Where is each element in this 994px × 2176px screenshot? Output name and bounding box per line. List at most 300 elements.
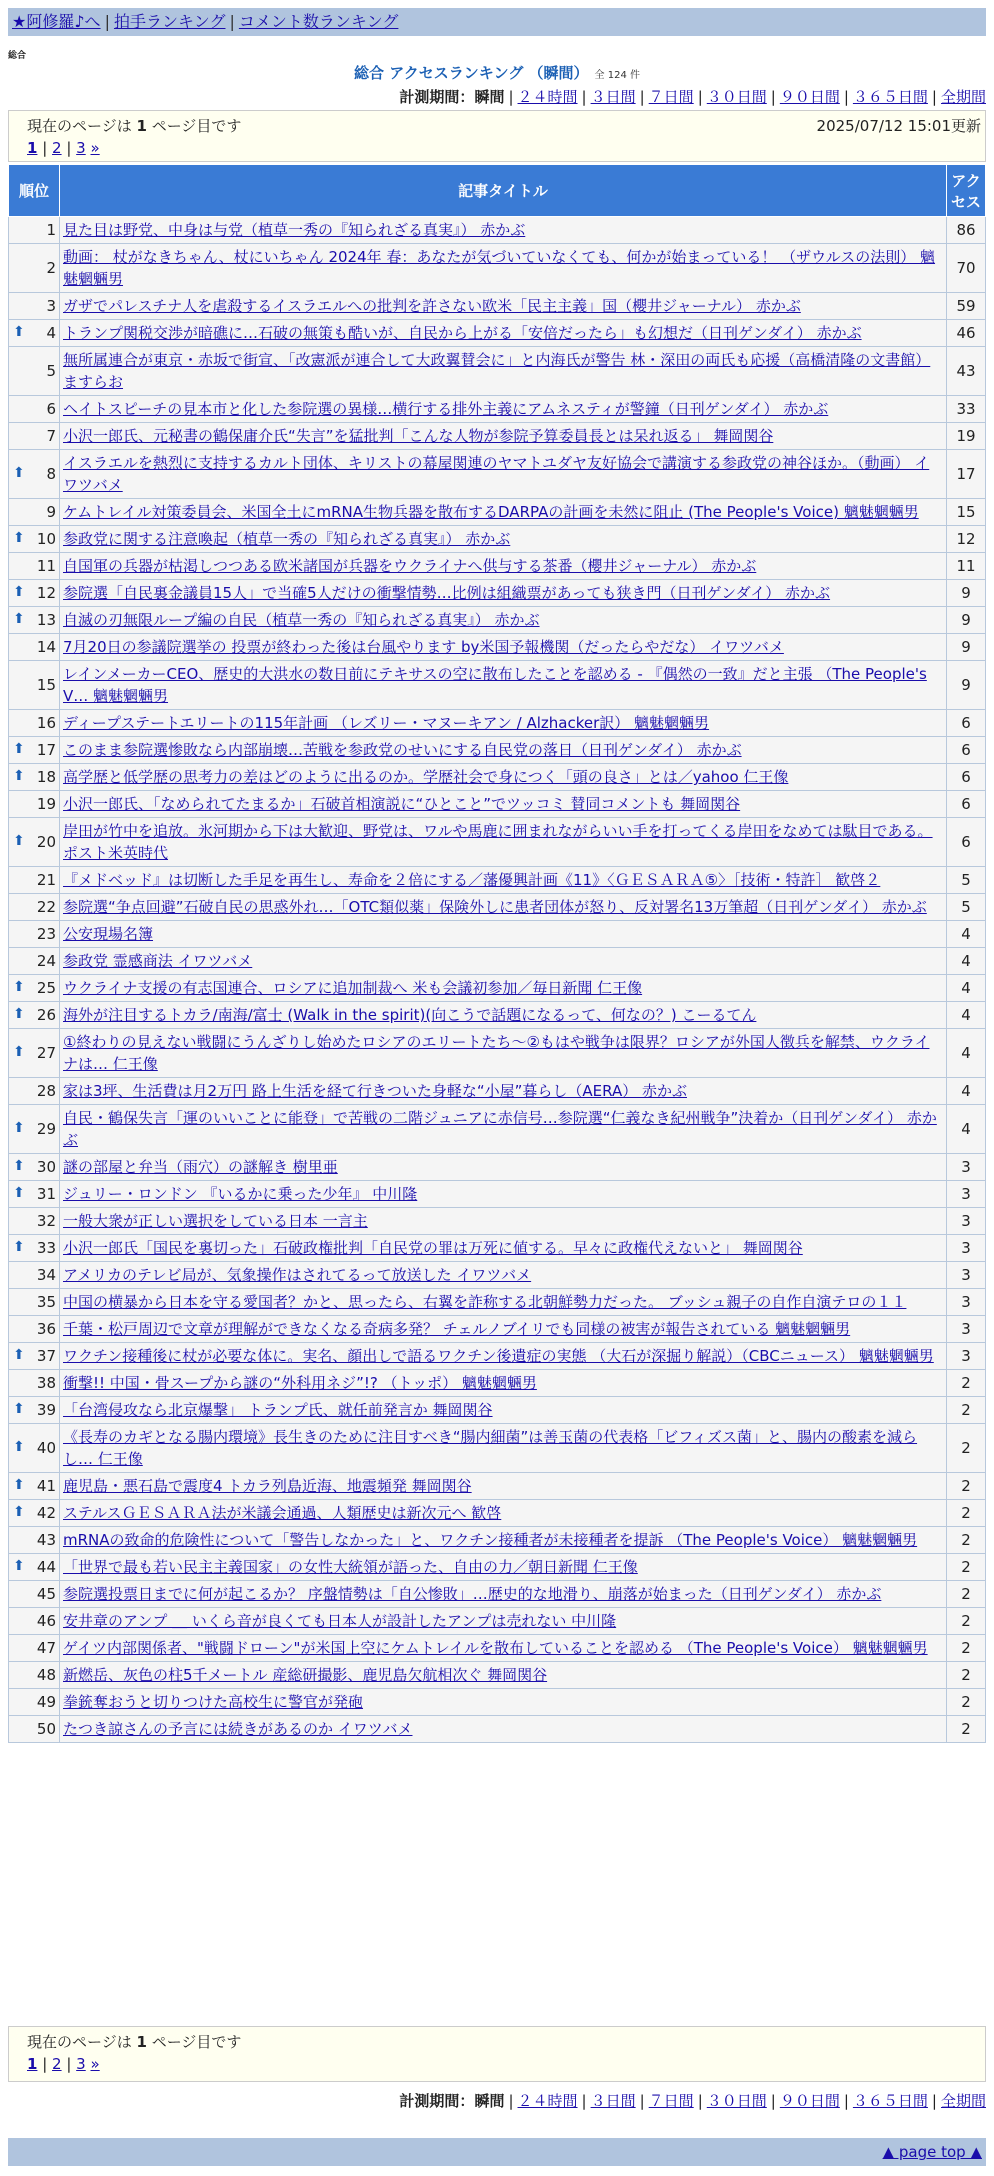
title-cell xyxy=(60,1716,947,1743)
period-current: 瞬間 xyxy=(474,88,505,106)
article-link[interactable]: 家は3坪、生活費は月2万円 路上生活を経て行きついた身軽な“小屋”暮らし（AERA） 赤かぶ xyxy=(63,1082,687,1100)
table-row xyxy=(9,948,986,975)
table-row xyxy=(9,1608,986,1635)
period-link[interactable]: ７日間 xyxy=(648,2092,694,2110)
period-link[interactable]: ３０日間 xyxy=(706,88,767,106)
rank-cell xyxy=(9,1078,60,1105)
page-link-current[interactable]: 1 xyxy=(27,139,38,157)
article-link[interactable]: 「台湾侵攻なら北京爆撃」 トランプ氏、就任前発言か 舞岡関谷 xyxy=(63,1401,493,1419)
table-row xyxy=(9,423,986,450)
title-cell xyxy=(60,1078,947,1105)
rank-cell xyxy=(9,244,60,293)
rank-number: 17 xyxy=(36,741,56,759)
access-count: 9 xyxy=(947,661,986,710)
page-link[interactable]: 3 xyxy=(76,139,86,157)
period-link[interactable]: ２４時間 xyxy=(517,88,578,106)
table-row xyxy=(9,1235,986,1262)
rank-cell xyxy=(9,867,60,894)
period-link[interactable]: ３６５日間 xyxy=(852,88,928,106)
period-separator: | xyxy=(508,2092,514,2110)
title-cell xyxy=(60,710,947,737)
rank-cell xyxy=(9,1208,60,1235)
rank-cell xyxy=(9,396,60,423)
period-separator: | xyxy=(508,88,514,106)
rank-cell xyxy=(9,1397,60,1424)
table-row xyxy=(9,634,986,661)
article-link[interactable]: 参院選「自民裏金議員15人」で当確5人だけの衝撃情勢…比例は組織票があっても狭き門（日刊ゲンダイ） 赤かぶ xyxy=(63,584,831,602)
table-row xyxy=(9,244,986,293)
article-link[interactable]: ディープステートエリートの115年計画 （レズリー・マヌーキアン / Alzhacker訳） 魑魅魍魎男 xyxy=(63,714,710,732)
rank-number: 21 xyxy=(36,871,56,889)
access-count: 6 xyxy=(947,764,986,791)
title-cell xyxy=(60,1002,947,1029)
rank-number: 35 xyxy=(36,1293,56,1311)
period-separator: | xyxy=(770,2092,776,2110)
table-row xyxy=(9,1424,986,1473)
rank-number: 14 xyxy=(36,638,56,656)
table-row xyxy=(9,320,986,347)
access-count: 2 xyxy=(947,1397,986,1424)
page-status-suffix: ページ目です xyxy=(146,117,242,135)
page-link[interactable]: » xyxy=(90,139,100,157)
title-cell xyxy=(60,1527,947,1554)
rank-up-arrow-icon: ⬆ xyxy=(13,1185,25,1201)
access-count: 2 xyxy=(947,1424,986,1473)
rank-cell xyxy=(9,1370,60,1397)
access-count: 15 xyxy=(947,499,986,526)
rank-up-arrow-icon: ⬆ xyxy=(13,324,25,340)
rank-cell xyxy=(9,1154,60,1181)
article-link[interactable]: 謎の部屋と弁当（雨穴）の謎解き 樹里亜 xyxy=(63,1158,338,1176)
access-count: 6 xyxy=(947,737,986,764)
table-row xyxy=(9,1154,986,1181)
rank-up-arrow-icon: ⬆ xyxy=(13,768,25,784)
access-count: 12 xyxy=(947,526,986,553)
access-count: 5 xyxy=(947,867,986,894)
title-cell xyxy=(60,921,947,948)
rank-number: 29 xyxy=(36,1120,56,1138)
table-row xyxy=(9,894,986,921)
access-count: 9 xyxy=(947,580,986,607)
period-label: 計測期間： xyxy=(399,88,475,106)
title-cell xyxy=(60,948,947,975)
article-link[interactable]: 安井章のアンプ ＿ いくら音が良くても日本人が設計したアンプは売れない 中川隆 xyxy=(63,1612,617,1630)
rank-up-arrow-icon: ⬆ xyxy=(13,611,25,627)
article-link[interactable]: 「世界で最も若い民主主義国家」の女性大統領が語った、自由の力／朝日新聞 仁王像 xyxy=(63,1558,638,1576)
article-link[interactable]: イスラエルを熱烈に支持するカルト団体、キリストの幕屋関連のヤマトユダヤ友好協会で講演する参政党の神谷ほか。（動画） イワツバメ xyxy=(63,454,930,494)
rank-number: 2 xyxy=(46,259,56,277)
article-link[interactable]: 自民・鶴保失言「運のいいことに能登」で苦戦の二階ジュニアに赤信号…参院選“仁義なき紀州戦争”決着か（日刊ゲンダイ） 赤かぶ xyxy=(63,1109,937,1149)
rank-number: 36 xyxy=(36,1320,56,1338)
period-link[interactable]: ３６５日間 xyxy=(852,2092,928,2110)
article-link[interactable]: ガザでパレスチナ人を虐殺するイスラエルへの批判を許さない欧米「民主主義」国（櫻井ジャーナル） 赤かぶ xyxy=(63,297,801,315)
access-count: 59 xyxy=(947,293,986,320)
table-row xyxy=(9,1370,986,1397)
page-link[interactable]: 2 xyxy=(52,139,62,157)
access-count: 11 xyxy=(947,553,986,580)
table-row xyxy=(9,1078,986,1105)
rank-cell xyxy=(9,1635,60,1662)
title-cell xyxy=(60,423,947,450)
title-cell xyxy=(60,1262,947,1289)
title-cell xyxy=(60,580,947,607)
title-cell xyxy=(60,737,947,764)
rank-cell xyxy=(9,975,60,1002)
period-separator: | xyxy=(931,2092,937,2110)
period-link[interactable]: ２４時間 xyxy=(517,2092,578,2110)
rank-number: 13 xyxy=(36,611,56,629)
title-cell xyxy=(60,1473,947,1500)
rank-up-arrow-icon: ⬆ xyxy=(13,979,25,995)
table-row xyxy=(9,661,986,710)
title-cell xyxy=(60,1581,947,1608)
title-cell xyxy=(60,818,947,867)
article-link[interactable]: 鹿児島・悪石島で震度4 トカラ列島近海、地震頻発 舞岡関谷 xyxy=(63,1477,472,1495)
title-cell xyxy=(60,1370,947,1397)
article-link[interactable]: ステルスＧＥＳＡＲＡ法が米議会通過、人類歴史は新次元へ 歓啓 xyxy=(63,1504,502,1522)
table-row xyxy=(9,450,986,499)
article-link[interactable]: たつき諒さんの予言には続きがあるのか イワツバメ xyxy=(63,1720,413,1738)
title-header: 記事タイトル xyxy=(60,165,947,217)
applause-ranking-link[interactable]: 拍手ランキング xyxy=(113,12,226,31)
article-link[interactable]: アメリカのテレビ局が、気象操作はされてるって放送した イワツバメ xyxy=(63,1266,532,1284)
title-cell xyxy=(60,499,947,526)
article-link[interactable]: トランプ関税交渉が暗礁に…石破の無策も酷いが、自民から上がる「安倍だったら」も幻想だ（日刊ゲンダイ） 赤かぶ xyxy=(63,324,862,342)
article-link[interactable]: 参政党に関する注意喚起（植草一秀の『知られざる真実』） 赤かぶ xyxy=(63,530,511,548)
table-row xyxy=(9,1581,986,1608)
table-row xyxy=(9,737,986,764)
access-count: 2 xyxy=(947,1635,986,1662)
rank-cell xyxy=(9,607,60,634)
rank-number: 38 xyxy=(36,1374,56,1392)
article-link[interactable]: ウクライナ支援の有志国連合、ロシアに追加制裁へ 米も会議初参加／毎日新聞 仁王像 xyxy=(63,979,643,997)
article-link[interactable]: ジュリー・ロンドン 『いるかに乗った少年』 中川隆 xyxy=(63,1185,418,1203)
access-count: 43 xyxy=(947,347,986,396)
article-link[interactable]: 無所属連合が東京・赤坂で街宣、「改憲派が連合して大政翼賛会に」と内海氏が警告 林・深田の両氏も応援（高橋清隆の文書館） ますらお xyxy=(63,351,931,391)
rank-cell xyxy=(9,499,60,526)
rank-cell xyxy=(9,553,60,580)
title-cell xyxy=(60,975,947,1002)
table-row xyxy=(9,818,986,867)
rank-number: 24 xyxy=(36,952,56,970)
rank-up-arrow-icon: ⬆ xyxy=(13,465,25,481)
period-separator: | xyxy=(931,88,937,106)
access-count: 2 xyxy=(947,1662,986,1689)
period-separator: | xyxy=(581,88,587,106)
rank-cell xyxy=(9,1473,60,1500)
access-count: 4 xyxy=(947,948,986,975)
access-count: 5 xyxy=(947,894,986,921)
period-separator: | xyxy=(639,2092,645,2110)
rank-number: 49 xyxy=(36,1693,56,1711)
rank-number: 18 xyxy=(36,768,56,786)
article-link[interactable]: 小沢一郎氏、「なめられてたまるか」石破首相演説に“ひとこと”でツッコミ 賛同コメントも 舞岡関谷 xyxy=(63,795,741,813)
rank-cell xyxy=(9,347,60,396)
rank-cell xyxy=(9,526,60,553)
period-separator: | xyxy=(843,88,849,106)
title-cell xyxy=(60,894,947,921)
period-separator: | xyxy=(843,2092,849,2110)
rank-number: 32 xyxy=(36,1212,56,1230)
table-row xyxy=(9,580,986,607)
article-link[interactable]: ヘイトスピーチの見本市と化した参院選の異様…横行する排外主義にアムネスティが警鐘（日刊ゲンダイ） 赤かぶ xyxy=(63,400,829,418)
access-count: 6 xyxy=(947,791,986,818)
footer-bar xyxy=(8,2138,986,2166)
table-row xyxy=(9,526,986,553)
access-count: 4 xyxy=(947,921,986,948)
page-top-link[interactable]: ▲ page top ▲ xyxy=(882,2143,982,2161)
rank-number: 6 xyxy=(46,400,56,418)
rank-number: 26 xyxy=(36,1006,56,1024)
rank-cell xyxy=(9,894,60,921)
title-text: 総合 アクセスランキング （瞬間） xyxy=(354,64,589,82)
rank-number: 8 xyxy=(46,465,56,483)
rank-number: 42 xyxy=(36,1504,56,1522)
title-cell xyxy=(60,244,947,293)
rank-number: 12 xyxy=(36,584,56,602)
pager-bottom xyxy=(8,2026,986,2082)
access-header: アクセス xyxy=(947,165,986,217)
table-row xyxy=(9,1473,986,1500)
access-count: 3 xyxy=(947,1262,986,1289)
article-link[interactable]: 自滅の刃無限ループ編の自民（植草一秀の『知られざる真実』） 赤かぶ xyxy=(63,611,540,629)
article-link[interactable]: 見た目は野党、中身は与党（植草一秀の『知られざる真実』） 赤かぶ xyxy=(63,221,526,239)
article-link[interactable]: ワクチン接種後に杖が必要な体に。実名、顔出しで語るワクチン後遺症の実態 （大石が深掘り解説）（CBCニュース） 魑魅魍魎男 xyxy=(63,1347,934,1365)
article-link[interactable]: 7月20日の参議院選挙の 投票が終わった後は台風やります by米国予報機関（だったらやだな） イワツバメ xyxy=(63,638,784,656)
home-link[interactable]: ★阿修羅♪へ xyxy=(12,12,101,31)
title-cell xyxy=(60,217,947,244)
access-count: 6 xyxy=(947,710,986,737)
article-link[interactable]: ケムトレイル対策委員会、米国全土にmRNA生物兵器を散布するDARPAの計画を未然に阻止 (The People's Voice) 魑魅魍魎男 xyxy=(63,503,919,521)
table-row xyxy=(9,710,986,737)
access-count: 2 xyxy=(947,1689,986,1716)
article-link[interactable]: 参院選“争点回避”石破自民の思惑外れ…「OTC類似薬」保険外しに患者団体が怒り、反対署名13万筆超（日刊ゲンダイ） 赤かぶ xyxy=(63,898,927,916)
article-link[interactable]: 千葉・松戸周辺で文章が理解ができなくなる奇病多発？ チェルノブイリでも同様の被害が報告されている 魑魅魍魎男 xyxy=(63,1320,851,1338)
article-link[interactable]: 『メドベッド』は切断した手足を再生し、寿命を２倍にする／藩優興計画《11》〈ＧＥＳＡＲＡ⑤〉［技術・特許］ 歓啓２ xyxy=(63,871,881,889)
article-link[interactable]: 動画： 杖がなきちゃん、杖にいちゃん 2024年 春：あなたが気づいていなくても、何かが始まっている！ （ザウルスの法則） 魑魅魍魎男 xyxy=(63,248,936,288)
rank-up-arrow-icon: ⬆ xyxy=(13,1044,25,1060)
rank-number: 5 xyxy=(46,362,56,380)
period-link[interactable]: ９０日間 xyxy=(779,2092,840,2110)
access-count: 2 xyxy=(947,1608,986,1635)
title-cell xyxy=(60,661,947,710)
period-separator: | xyxy=(697,2092,703,2110)
access-count: 2 xyxy=(947,1554,986,1581)
rank-cell xyxy=(9,1716,60,1743)
rank-up-arrow-icon: ⬆ xyxy=(13,1347,25,1363)
access-count: 9 xyxy=(947,634,986,661)
rank-cell xyxy=(9,764,60,791)
rank-cell xyxy=(9,921,60,948)
table-row xyxy=(9,217,986,244)
article-link[interactable]: 拳銃奪おうと切りつけた高校生に警官が発砲 xyxy=(63,1693,364,1711)
article-link[interactable]: mRNAの致命的危険性について「警告しなかった」と、ワクチン接種者が未接種者を提訴 （The People's Voice） 魑魅魍魎男 xyxy=(63,1531,918,1549)
period-link[interactable]: ３０日間 xyxy=(706,2092,767,2110)
period-link[interactable]: 全期間 xyxy=(940,2092,986,2110)
access-count: 2 xyxy=(947,1527,986,1554)
rank-cell xyxy=(9,1689,60,1716)
pager-top xyxy=(8,110,986,162)
rank-cell xyxy=(9,1262,60,1289)
rank-up-arrow-icon: ⬆ xyxy=(13,1158,25,1174)
rank-number: 31 xyxy=(36,1185,56,1203)
rank-cell xyxy=(9,1316,60,1343)
rank-number: 47 xyxy=(36,1639,56,1657)
rank-cell xyxy=(9,450,60,499)
rank-up-arrow-icon: ⬆ xyxy=(13,1558,25,1574)
table-row xyxy=(9,1689,986,1716)
rank-number: 10 xyxy=(36,530,56,548)
period-separator: | xyxy=(581,2092,587,2110)
access-count: 3 xyxy=(947,1316,986,1343)
period-current: 瞬間 xyxy=(474,2092,505,2110)
page-link[interactable]: 2 xyxy=(52,2055,62,2073)
ranking-rows xyxy=(9,217,986,1743)
article-link[interactable]: レインメーカーCEO、歴史的大洪水の数日前にテキサスの空に散布したことを認める - 『偶然の一致』だと主張 （The People's V… 魑魅魍魎男 xyxy=(63,665,927,705)
rank-number: 7 xyxy=(46,427,56,445)
article-link[interactable]: ①終わりの見えない戦闘にうんざりし始めたロシアのエリートたち〜②もはや戦争は限界？ロシアが外国人徴兵を解禁、ウクライナは… 仁王像 xyxy=(63,1033,930,1073)
article-link[interactable]: 公安現場名簿 xyxy=(63,925,154,943)
table-row xyxy=(9,921,986,948)
rank-cell xyxy=(9,423,60,450)
rank-number: 28 xyxy=(36,1082,56,1100)
period-link[interactable]: ３日間 xyxy=(590,2092,636,2110)
rank-up-arrow-icon: ⬆ xyxy=(13,1477,25,1493)
rank-cell xyxy=(9,1662,60,1689)
article-link[interactable]: 小沢一郎氏、元秘書の鶴保庸介氏“失言”を猛批判「こんな人物が参院予算委員長とは呆れ返る」 舞岡関谷 xyxy=(63,427,774,445)
rank-number: 1 xyxy=(46,221,56,239)
table-row xyxy=(9,975,986,1002)
rank-cell xyxy=(9,1500,60,1527)
rank-up-arrow-icon: ⬆ xyxy=(13,1439,25,1455)
title-cell xyxy=(60,634,947,661)
period-link[interactable]: 全期間 xyxy=(940,88,986,106)
article-link[interactable]: 参院選投票日までに何が起こるか？ 序盤情勢は「自公惨敗」…歴史的な地滑り、崩落が始まった（日刊ゲンダイ） 赤かぶ xyxy=(63,1585,882,1603)
rank-number: 50 xyxy=(36,1720,56,1738)
period-link[interactable]: ９０日間 xyxy=(779,88,840,106)
period-link[interactable]: ３日間 xyxy=(590,88,636,106)
article-link[interactable]: 《長寿のカギとなる腸内環境》長生きのために注目すべき“腸内細菌”は善玉菌の代表格「ビフィズス菌」と、腸内の酸素を減らし… 仁王像 xyxy=(63,1428,918,1468)
access-count: 70 xyxy=(947,244,986,293)
title-cell xyxy=(60,764,947,791)
comment-ranking-link[interactable]: コメント数ランキング xyxy=(238,12,399,31)
rank-number: 40 xyxy=(36,1439,56,1457)
rank-number: 43 xyxy=(36,1531,56,1549)
access-count: 2 xyxy=(947,1716,986,1743)
rank-header: 順位 xyxy=(9,165,60,217)
table-row xyxy=(9,1262,986,1289)
article-link[interactable]: 高学歴と低学歴の思考力の差はどのように出るのか。学歴社会で身につく「頭の良さ」とは／yahoo 仁王像 xyxy=(63,768,789,786)
access-count: 4 xyxy=(947,1105,986,1154)
current-page-number: 1 xyxy=(136,2033,147,2051)
rank-number: 44 xyxy=(36,1558,56,1576)
rank-up-arrow-icon: ⬆ xyxy=(13,1006,25,1022)
article-link[interactable]: 岸田が竹中を追放。氷河期から下は大歓迎、野党は、ワルや馬鹿に囲まれながらいい手を打ってくる岸田をなめては駄目である。 ポスト米英時代 xyxy=(63,822,933,862)
article-link[interactable]: 新燃岳、灰色の柱5千メートル 産総研撮影、鹿児島欠航相次ぐ 舞岡関谷 xyxy=(63,1666,548,1684)
rank-cell xyxy=(9,1554,60,1581)
rank-number: 39 xyxy=(36,1401,56,1419)
rank-number: 37 xyxy=(36,1347,56,1365)
title-cell xyxy=(60,607,947,634)
access-count: 3 xyxy=(947,1289,986,1316)
page-link[interactable]: » xyxy=(90,2055,100,2073)
access-count: 3 xyxy=(947,1154,986,1181)
total-count: 全 124 件 xyxy=(594,70,640,81)
title-cell xyxy=(60,1608,947,1635)
article-link[interactable]: 自国軍の兵器が枯渇しつつある欧米諸国が兵器をウクライナへ供与する茶番（櫻井ジャーナル） 赤かぶ xyxy=(63,557,757,575)
table-row xyxy=(9,1635,986,1662)
title-cell xyxy=(60,867,947,894)
access-count: 2 xyxy=(947,1370,986,1397)
rank-number: 22 xyxy=(36,898,56,916)
page-link[interactable]: 3 xyxy=(76,2055,86,2073)
rank-number: 20 xyxy=(36,833,56,851)
article-link[interactable]: 衝撃!! 中国・骨スープから謎の“外科用ネジ”!? （トッポ） 魑魅魍魎男 xyxy=(63,1374,537,1392)
article-link[interactable]: このまま参院選惨敗なら内部崩壊…苦戦を参政党のせいにする自民党の落日（日刊ゲンダイ） 赤かぶ xyxy=(63,741,742,759)
rank-cell xyxy=(9,320,60,347)
rank-cell xyxy=(9,1105,60,1154)
article-link[interactable]: 海外が注目するトカラ/南海/富士 (Walk in the spirit)(向こうで話題になるって、何なの？) こーるてん xyxy=(63,1006,757,1024)
title-cell xyxy=(60,1424,947,1473)
access-count: 4 xyxy=(947,1002,986,1029)
rank-number: 11 xyxy=(36,557,56,575)
period-separator: | xyxy=(770,88,776,106)
rank-number: 9 xyxy=(46,503,56,521)
current-page-number: 1 xyxy=(136,117,147,135)
article-link[interactable]: 小沢一郎氏「国民を裏切った」石破政権批判「自民党の罪は万死に値する。早々に政権代えないと」 舞岡関谷 xyxy=(63,1239,803,1257)
access-count: 2 xyxy=(947,1500,986,1527)
page-links: 1 | 2 | 3 » xyxy=(27,139,100,157)
table-row xyxy=(9,1527,986,1554)
title-cell xyxy=(60,450,947,499)
rank-up-arrow-icon: ⬆ xyxy=(13,1120,25,1136)
rank-cell xyxy=(9,1235,60,1262)
access-count: 2 xyxy=(947,1473,986,1500)
table-row xyxy=(9,1397,986,1424)
title-cell xyxy=(60,1181,947,1208)
page-status-prefix: 現在のページは xyxy=(27,117,137,135)
page-link-current[interactable]: 1 xyxy=(27,2055,38,2073)
table-row xyxy=(9,1316,986,1343)
access-count: 3 xyxy=(947,1208,986,1235)
page-links: 1 | 2 | 3 » xyxy=(27,2055,100,2073)
rank-cell xyxy=(9,1608,60,1635)
period-link[interactable]: ７日間 xyxy=(648,88,694,106)
page-status xyxy=(27,2031,241,2052)
title-cell xyxy=(60,347,947,396)
rank-cell xyxy=(9,1343,60,1370)
table-row xyxy=(9,607,986,634)
table-row xyxy=(9,1208,986,1235)
title-cell xyxy=(60,1316,947,1343)
article-link[interactable]: ゲイツ内部関係者、"戦闘ドローン"が米国上空にケムトレイルを散布していることを認める （The People's Voice） 魑魅魍魎男 xyxy=(63,1639,928,1657)
table-row xyxy=(9,1105,986,1154)
title-cell xyxy=(60,1397,947,1424)
rank-cell xyxy=(9,1029,60,1078)
article-link[interactable]: 参政党 霊感商法 イワツバメ xyxy=(63,952,253,970)
rank-number: 16 xyxy=(36,714,56,732)
rank-cell xyxy=(9,1289,60,1316)
table-row xyxy=(9,1554,986,1581)
article-link[interactable]: 一般大衆が正しい選択をしている日本 一言主 xyxy=(63,1212,368,1230)
title-cell xyxy=(60,553,947,580)
title-cell xyxy=(60,1289,947,1316)
period-separator: | xyxy=(639,88,645,106)
table-row xyxy=(9,293,986,320)
rank-number: 46 xyxy=(36,1612,56,1630)
article-link[interactable]: 中国の横暴から日本を守る愛国者？かと、思ったら、右翼を詐称する北朝鮮勢力だった。 ブッシュ親子の自作自演テロの１１ xyxy=(63,1293,907,1311)
table-row xyxy=(9,867,986,894)
